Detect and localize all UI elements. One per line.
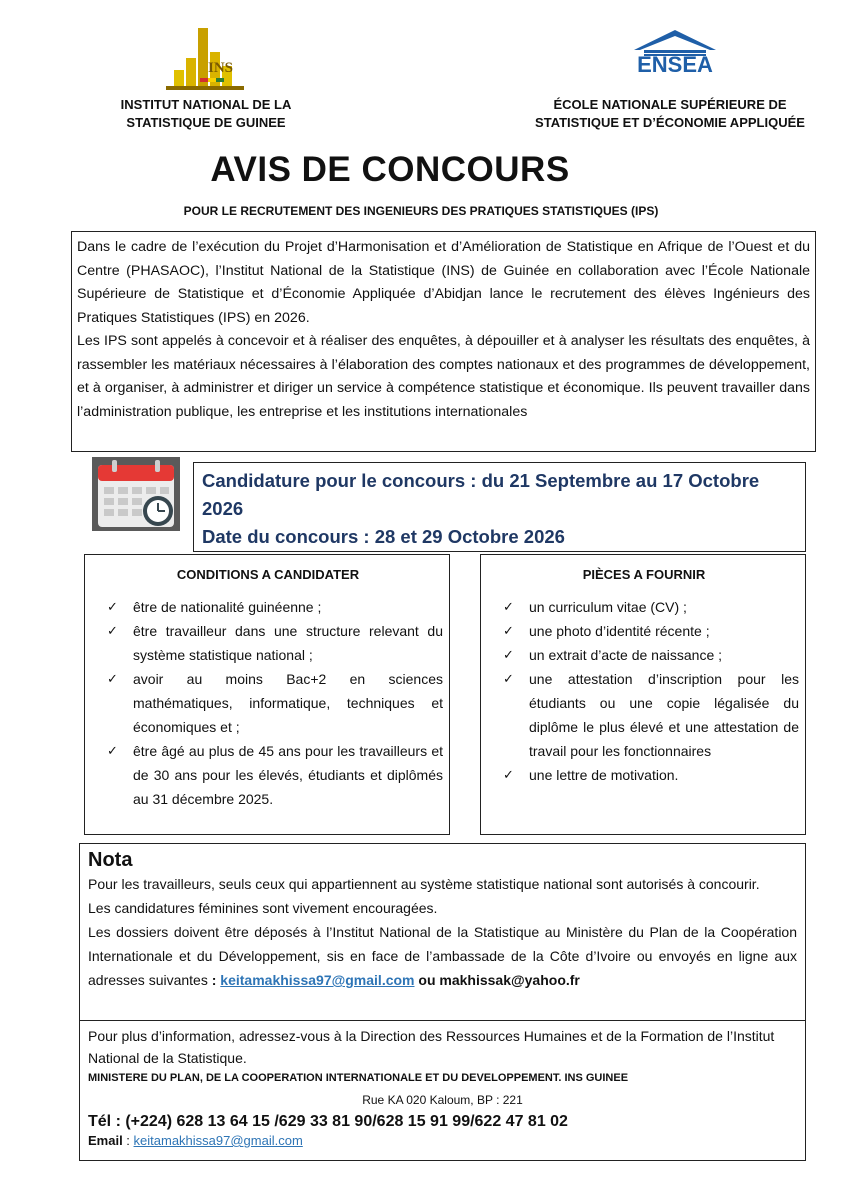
ensea-name — [520, 96, 820, 132]
ensea-logo — [630, 28, 720, 84]
check-icon: ✓ — [503, 767, 514, 782]
conditions-heading: CONDITIONS A CANDIDATER — [176, 567, 360, 582]
telephone-label: Tél — [88, 1113, 112, 1130]
list-item-text: avoir au moins Bac+2 en sciences mathématiques, informatique, techniques et économiques et ; — [133, 671, 443, 735]
intro-paragraph-1: Dans le cadre de l’exécution du Projet d’Harmonisation et d’Amélioration de Statistique en Afrique de l’Ouest et du Centre (PHASAOC), l’Institut National de la Statistique (INS) de Guinée en collaboration avec l’École Nationale Supérieure de Statistique et d’Économie Appliquée d’Abidjan lance le recrutement des élèves Ingénieurs des Pratiques Statistiques (IPS) en 2026. — [77, 239, 810, 326]
check-icon: ✓ — [503, 671, 514, 686]
footer-info: Pour plus d’information, adressez-vous à la Direction des Ressources Humaines et de la Formation de l’Institut National de la Statistique. — [88, 1028, 775, 1066]
check-icon: ✓ — [107, 671, 118, 686]
ins-name-line1: INSTITUT NATIONAL DE LA — [120, 97, 292, 112]
list-item-text: être âgé au plus de 45 ans pour les travailleurs et de 30 ans pour les élevés, étudiants et diplômés au 31 décembre 2025. — [133, 743, 443, 807]
pieces-box — [480, 554, 806, 835]
check-icon: ✓ — [107, 743, 118, 758]
check-icon: ✓ — [503, 599, 514, 614]
intro-box — [71, 231, 816, 452]
nota-colon: : — [207, 972, 221, 988]
nota-or: ou — [414, 972, 440, 988]
telephone — [88, 1111, 797, 1133]
ensea-name-line2: STATISTIQUE ET D’ÉCONOMIE APPLIQUÉE — [535, 115, 805, 130]
nota-paragraph-3-text: Les dossiers doivent être déposés à l’Institut National de la Statistique au Ministère du Plan de la Coopération Internationale et du Développement, sis en face de l’ambassade de la Côte d’Ivoire ou envoyés en ligne aux adresses suivantes — [88, 924, 797, 988]
list-item — [503, 595, 799, 619]
email-yahoo: makhissak@yahoo.fr — [439, 972, 580, 988]
check-icon: ✓ — [503, 623, 514, 638]
list-item — [503, 619, 799, 643]
ins-logo-text: INS — [208, 60, 234, 76]
ins-logo — [160, 22, 250, 94]
page-subtitle: POUR LE RECRUTEMENT DES INGENIEURS DES PRATIQUES STATISTIQUES (IPS) — [183, 204, 659, 218]
check-icon: ✓ — [107, 623, 118, 638]
email-line: Email : keitamakhissa97@gmail.com — [88, 1133, 303, 1148]
list-item — [107, 667, 443, 739]
list-item — [107, 739, 443, 811]
check-icon: ✓ — [107, 599, 118, 614]
check-icon: ✓ — [503, 647, 514, 662]
ins-logo-graphic — [160, 22, 250, 94]
nota-heading: Nota — [88, 849, 133, 871]
intro-paragraph-2: Les IPS sont appelés à concevoir et à réaliser des enquêtes, à dépouiller et à analyser les résultats des enquêtes, à rassembler les matériaux nécessaires à l’élaboration des comptes nationaux et des programmes de développement, et à organiser, à administrer et diriger un service à compétence statistique et économique. Ils peuvent travailler dans l’administration publique, les entreprise et les institutions internationales — [77, 333, 810, 420]
address: Rue KA 020 Kaloum, BP : 221 — [362, 1093, 523, 1107]
page-title: AVIS DE CONCOURS — [210, 150, 570, 189]
email-link-gmail[interactable]: keitamakhissa97@gmail.com — [220, 972, 415, 988]
ins-name-line2: STATISTIQUE DE GUINEE — [126, 115, 286, 130]
list-item-text: être de nationalité guinéenne ; — [133, 599, 322, 615]
list-item — [107, 595, 443, 619]
ministry-name: MINISTERE DU PLAN, DE LA COOPERATION INTERNATIONALE ET DU DEVELOPPEMENT. INS GUINEE — [88, 1072, 629, 1084]
pieces-heading: PIÈCES A FOURNIR — [582, 567, 706, 582]
list-item-text: une photo d’identité récente ; — [529, 623, 710, 639]
list-item — [107, 619, 443, 667]
conditions-list — [93, 595, 443, 811]
nota-paragraph-3 — [88, 920, 797, 992]
ensea-name-line1: ÉCOLE NATIONALE SUPÉRIEURE DE — [553, 97, 787, 112]
footer-box — [79, 1021, 806, 1161]
concours-date: Date du concours : 28 et 29 Octobre 2026 — [202, 526, 565, 547]
conditions-box — [84, 554, 450, 835]
nota-paragraph-1: Pour les travailleurs, seuls ceux qui appartiennent au système statistique national sont autorisés à concourir. — [88, 876, 760, 892]
footer-email-link[interactable]: keitamakhissa97@gmail.com — [133, 1133, 303, 1148]
ins-name — [100, 96, 312, 132]
calendar-clock-icon — [92, 457, 180, 531]
candidature-dates: Candidature pour le concours : du 21 Septembre au 17 Octobre 2026 — [202, 470, 760, 519]
ensea-logo-text: ENSEA — [637, 52, 713, 77]
list-item-text: être travailleur dans une structure relevant du système statistique national ; — [133, 623, 443, 663]
nota-paragraph-2: Les candidatures féminines sont vivement encouragées. — [88, 900, 438, 916]
list-item — [503, 667, 799, 763]
list-item-text: un extrait d’acte de naissance ; — [529, 647, 723, 663]
list-item-text: un curriculum vitae (CV) ; — [529, 599, 687, 615]
email-label: Email — [88, 1133, 123, 1148]
list-item-text: une attestation d’inscription pour les étudiants ou une copie légalisée du diplôme le plus élevé et une attestation de travail pour les fonctionnaires — [529, 671, 799, 759]
pieces-list — [489, 595, 799, 787]
telephone-value: : (+224) 628 13 64 15 /629 33 81 90/628 15 91 99/622 47 81 02 — [111, 1113, 568, 1130]
nota-box — [79, 843, 806, 1021]
list-item — [503, 763, 799, 787]
list-item-text: une lettre de motivation. — [529, 767, 679, 783]
list-item — [503, 643, 799, 667]
dates-box — [193, 462, 806, 552]
